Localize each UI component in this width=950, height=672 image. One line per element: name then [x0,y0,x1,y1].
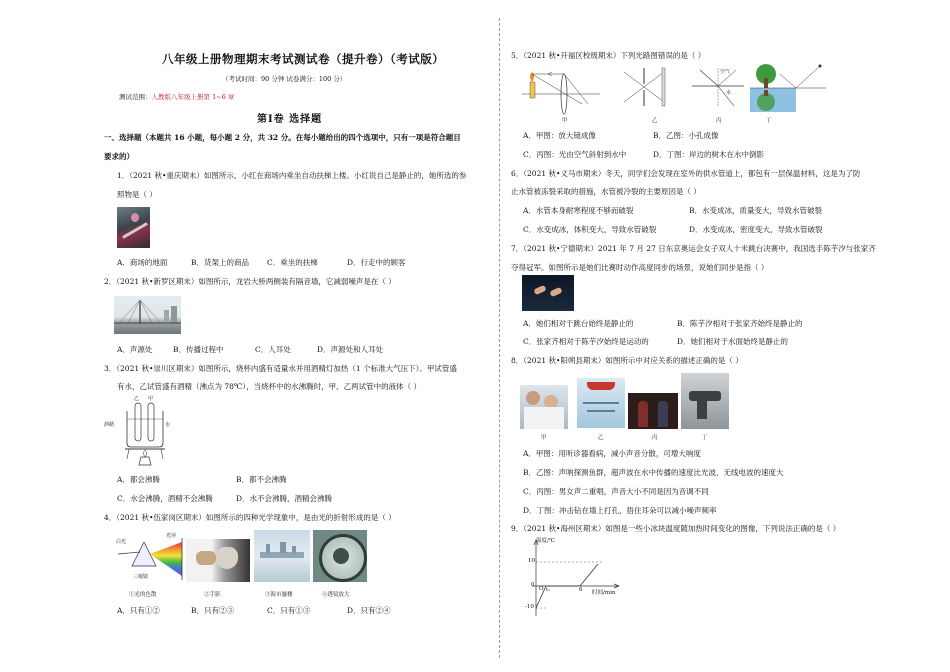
q2-option-d[interactable]: D．声源处和人耳处 [317,345,384,354]
column-divider [499,18,501,658]
q9-origin: O [539,586,544,592]
test-scope [119,92,234,101]
q3-stem-line1: 3．（2021 秋•崇川区期末）如图所示，烧杯内盛有适量水并用酒精灯加热（1 个标准大气压下）。甲试管盛 [104,364,457,373]
section-title: 第Ⅰ卷 选择题 [257,114,323,125]
q5-label-yi: 乙 [652,118,658,124]
q8-label-jia: 甲 [541,435,547,441]
q9-xlabel: 时间/min [592,590,616,596]
q3-option-d[interactable]: D．水不会沸腾，酒精会沸腾 [236,494,333,503]
test-scope-value: 人教版八年级上册第 1~6 章 [151,93,235,101]
bridge-photo [114,296,181,334]
q4-caption-4: ④透镜放大 [322,592,350,598]
q5-label-ding: 丁 [766,118,772,124]
q6-option-a[interactable]: A．水管本身耐寒程度不够而破裂 [523,206,634,215]
q5-stem: 5．（2021 秋•开福区校级期末）下列光路图错误的是（ ） [511,51,706,60]
q7-stem-line2: 夺得冠军。如图所示是她们比赛时动作高度同步的场景，说她们同步是指（ ） [511,263,769,272]
duet-photo [628,393,678,429]
q9-tick-10: 10 [528,558,535,564]
hand-shadow-photo [186,539,250,582]
page-title: 八年级上册物理期末考试测试卷（提升卷）（考试版） [162,52,445,66]
magnifier-photo [313,530,367,582]
q6-option-c[interactable]: C．水变成冰，体积变大，导致水管破裂 [523,225,657,234]
bridge-drawing [114,296,181,334]
q6-option-d[interactable]: D．水变成冰，密度变大，导致水管破裂 [689,225,823,234]
q1-stem-line1: 1．（2021 秋•重庆期末）如图所示，小红在商场内乘坐自动扶梯上楼。小红说自己是静止的，她所选的参 [117,171,467,180]
q2-option-a[interactable]: A．声源处 [117,345,153,354]
q7-option-b[interactable]: B．陈芋汐相对于张家齐始终是静止的 [677,319,803,328]
q1-option-c[interactable]: C．乘坐的扶梯 [267,258,318,267]
q6-stem-line1: 6．（2021 秋•义马市期末）冬天，同学们会发现在室外的供水管道上，都包有一层保温材料，这是为了防 [511,169,861,178]
q4-caption-1: ①光的色散 [129,592,157,598]
divers-photo [522,275,574,311]
q4-caption-3: ③海市蜃楼 [265,592,293,598]
section-intro-line1: 一、选择题（本题共 16 小题，每小题 2 分，共 32 分。在每小题给出的四个选项中，只有一项是符合题目 [104,133,461,142]
q6-option-b[interactable]: B．水变成冰，质量变大，导致水管破裂 [689,206,823,215]
q9-tick-0: 0 [531,582,535,588]
q8-option-c[interactable]: C．丙图：男女声二重唱，声音大小不同是因为音调不同 [523,487,709,496]
q8-option-d[interactable]: D．丁图：冲击钻在墙上打孔，捂住耳朵可以减小噪声频率 [523,506,717,515]
q7-option-c[interactable]: C．张家齐相对于陈芋汐始终是运动的 [523,337,649,346]
q5-diagram-jia [522,64,602,114]
q3-option-c[interactable]: C．水会沸腾，酒精不会沸腾 [117,494,213,503]
q4-option-d[interactable]: D．只有②④ [347,606,391,615]
q3-option-a[interactable]: A．都会沸腾 [117,475,160,484]
q8-stem: 8．（2021 秋•阳朔县期末）如图所示中对应关系的描述正确的是（ ） [511,356,743,365]
q2-stem: 2．（2021 秋•新罗区期末）如图所示，龙岩大桥两侧装有隔音墙，它减弱噪声是在（ ） [104,277,396,286]
q1-option-a[interactable]: A．商场的地面 [117,258,168,267]
q5-diagram-bing [690,66,746,110]
q4-prism-label: 三棱镜 [133,574,149,580]
q8-label-ding: 丁 [702,435,708,441]
q3-stem-line2: 有水，乙试管盛有酒精（沸点为 78℃），当烧杯中的水沸腾时，甲、乙两试管中的液体（ ） [117,382,421,391]
section-intro-line2: 要求的） [104,152,134,161]
escalator-photo [117,207,150,248]
q7-stem-line1: 7．（2021 秋•宁德期末）2021 年 7 月 27 日东京奥运会女子双人十米跳台决赛中，我国选手陈芋汐与张家齐 [511,244,876,253]
q7-option-d[interactable]: D．她们相对于水面始终是静止的 [677,337,789,346]
q4-option-c[interactable]: C．只有①③ [267,606,311,615]
q4-option-a[interactable]: A．只有①② [117,606,160,615]
q5-diagram-yi [622,66,668,108]
q1-option-b[interactable]: B．货架上的商品 [191,258,250,267]
q5-label-jia: 甲 [562,118,568,124]
q9-ylabel: 温度/℃ [536,538,556,544]
q5-option-b[interactable]: B．乙图：小孔成像 [653,131,719,140]
mirage-photo [254,530,310,582]
q3-option-b[interactable]: B．都不会沸腾 [236,475,287,484]
q4-prism-screen: 光屏 [166,533,177,539]
q5-label-bing: 丙 [716,118,722,124]
q2-option-b[interactable]: B．传播过程中 [173,345,224,354]
q4-option-b[interactable]: B．只有②③ [191,606,235,615]
q4-stem: 4．（2021 秋•伍家岗区期末）如图所示的四种光学现象中，是由光的折射形成的是（ ） [104,513,396,522]
q1-stem-line2: 照物是（ ） [117,190,157,199]
q8-label-bing: 丙 [652,435,658,441]
q9-stem: 9．（2021 秋•海州区期末）如图是一些小冰块温度随加热时间变化的图像，下列说法正确的是（ ） [511,524,841,533]
q9-tick-t1: t₁ [546,587,551,593]
q3-label-yi: 乙 [134,396,140,402]
q3-label-water: 水 [165,422,171,428]
q5-diagram-ding [750,60,830,114]
q4-caption-2: ②手影 [204,592,221,598]
q5-label-air: 空气 [720,69,731,75]
q5-label-water: 水 [726,90,732,96]
q8-option-a[interactable]: A．甲图：用听诊器看病，减小声音分散，可增大响度 [523,449,701,458]
beaker-diagram [115,397,175,467]
q1-option-d[interactable]: D．行走中的顾客 [347,258,406,267]
q5-option-a[interactable]: A．甲图：放大镜成像 [523,131,596,140]
q4-prism-white-light: 白光 [116,539,127,545]
exam-meta: （考试时间：90 分钟 试卷满分：100 分） [222,75,347,83]
q6-stem-line2: 止水管被冻裂采取的措施，水管被冷裂的主要原因是（ ） [511,187,701,196]
drill-photo [681,373,729,429]
q9-graph [518,538,628,618]
q3-label-alcohol: 酒精 [104,422,115,428]
q2-option-c[interactable]: C．人耳处 [255,345,291,354]
q7-option-a[interactable]: A．她们相对于跳台始终是静止的 [523,319,634,328]
q3-label-jia: 甲 [148,396,154,402]
test-scope-label: 测试范围： [119,93,152,101]
q8-label-yi: 乙 [598,435,604,441]
q5-option-d[interactable]: D．丁图：岸边的树木在水中倒影 [653,150,765,159]
q5-option-c[interactable]: C．丙图：光由空气斜射到水中 [523,150,627,159]
stethoscope-photo [520,385,568,429]
sonar-photo [577,378,625,428]
q8-option-b[interactable]: B．乙图：声呐探测鱼群，超声波在水中传播的速度比光波、无线电波的速度大 [523,468,784,477]
q9-tick-minus10: -10 [525,604,534,610]
q9-tick-6: 6 [579,587,583,593]
